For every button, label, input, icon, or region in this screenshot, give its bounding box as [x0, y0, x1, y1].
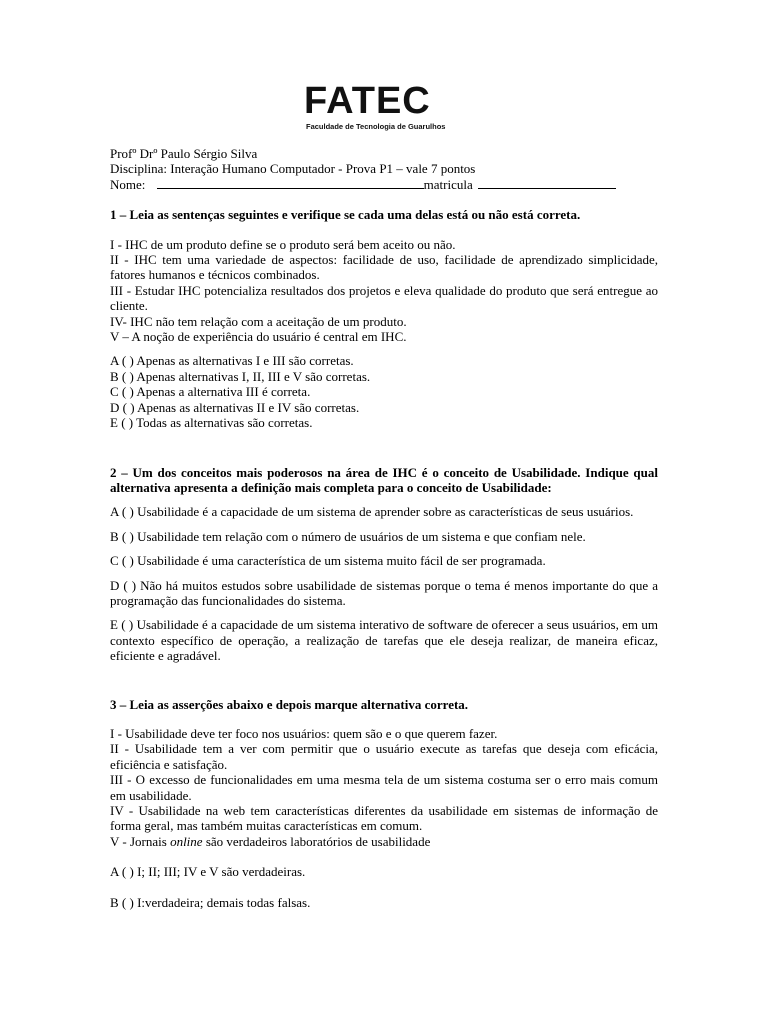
question-3-title: 3 – Leia as asserções abaixo e depois marque alternativa correta.: [110, 696, 469, 712]
answer-option[interactable]: B ( ) Apenas alternativas I, II, III e V são corretas.: [110, 368, 371, 384]
question-1-title: 1 – Leia as sentenças seguintes e verifique se cada uma delas está ou não está correta.: [110, 207, 581, 223]
answer-option[interactable]: B ( ) Usabilidade tem relação com o número de usuários de um sistema e que confiam nele.: [110, 528, 586, 544]
professor-line: Profº Drº Paulo Sérgio Silva: [110, 146, 258, 161]
answer-option[interactable]: E ( ) Usabilidade é a capacidade de um sistema interativo de software de oferecer a seus usuários, em um contexto específico de operação, a realização de tarefas que ele deseja realizar, de maneira eficaz, eficiente e agradável.: [110, 617, 658, 664]
answer-option[interactable]: A ( ) I; II; III; IV e V são verdadeiras.: [110, 864, 306, 880]
answer-option[interactable]: E ( ) Todas as alternativas são corretas.: [110, 415, 313, 431]
answer-option[interactable]: A ( ) Apenas as alternativas I e III são corretas.: [110, 353, 354, 369]
question-3-options: [110, 864, 658, 910]
question-2-title: 2 – Um dos conceitos mais poderosos na área de IHC é o conceito de Usabilidade. Indique qual alternativa apresenta a definição mais completa para o conceito de Usabilidade:: [110, 464, 658, 495]
registration-field[interactable]: [478, 177, 616, 189]
name-label: Nome:: [110, 176, 146, 192]
statement-v-prefix: V - Jornais: [110, 833, 171, 849]
statement: II - Usabilidade tem a ver com permitir que o usuário execute as tarefas que deseja com eficácia, eficiência e satisfação.: [110, 741, 658, 772]
question-2-options: [110, 504, 658, 663]
statement: I - Usabilidade deve ter foco nos usuários: quem são e o que querem fazer.: [110, 725, 498, 741]
fatec-logo: [304, 80, 464, 132]
logo-subtitle: Faculdade de Tecnologia de Guarulhos: [306, 122, 446, 131]
question-1-statements: [110, 237, 658, 345]
statement: V – A noção de experiência do usuário é central em IHC.: [110, 329, 407, 345]
statement: III - O excesso de funcionalidades em uma mesma tela de um sistema costuma ser o erro mais comum em usabilidade.: [110, 772, 658, 803]
answer-option[interactable]: D ( ) Apenas as alternativas II e IV são corretas.: [110, 399, 360, 415]
answer-option[interactable]: C ( ) Usabilidade é uma característica de um sistema muito fácil de ser programada.: [110, 553, 546, 569]
logo-wordmark: FATEC: [304, 80, 431, 122]
answer-option[interactable]: D ( ) Não há muitos estudos sobre usabilidade de sistemas porque o tema é menos importante do que a programação das funcionalidades do sistema.: [110, 577, 658, 608]
answer-option[interactable]: C ( ) Apenas a alternativa III é correta.: [110, 384, 311, 400]
question-1-options: [110, 353, 658, 430]
statement: IV - Usabilidade na web tem características diferentes da usabilidade em sistemas de informação de forma geral, mas também muitas características em comum.: [110, 803, 658, 834]
discipline-line: Disciplina: Interação Humano Computador - Prova P1 – vale 7 pontos: [110, 161, 476, 177]
answer-option[interactable]: A ( ) Usabilidade é a capacidade de um sistema de aprender sobre as características de seus usuários.: [110, 504, 634, 520]
exam-content: [110, 146, 658, 910]
name-line: [110, 177, 658, 192]
statement: I - IHC de um produto define se o produto será bem aceito ou não.: [110, 236, 456, 252]
registration-label: matricula: [423, 176, 473, 192]
statement: [110, 834, 658, 849]
statement: III - Estudar IHC potencializa resultados dos projetos e eleva qualidade do produto que será entregue ao cliente.: [110, 282, 658, 314]
statement-v-suffix: são verdadeiros laboratórios de usabilidade: [202, 833, 431, 849]
name-field[interactable]: [157, 177, 424, 189]
question-3-statements: [110, 726, 658, 849]
statement: II - IHC tem uma variedade de aspectos: facilidade de uso, facilidade de aprendizado simplicidade, fatores humanos e técnicos combinados.: [110, 252, 658, 283]
answer-option[interactable]: B ( ) I:verdadeira; demais todas falsas.: [110, 894, 311, 910]
statement: IV- IHC não tem relação com a aceitação de um produto.: [110, 313, 407, 329]
statement-v-emphasis: online: [170, 833, 203, 849]
